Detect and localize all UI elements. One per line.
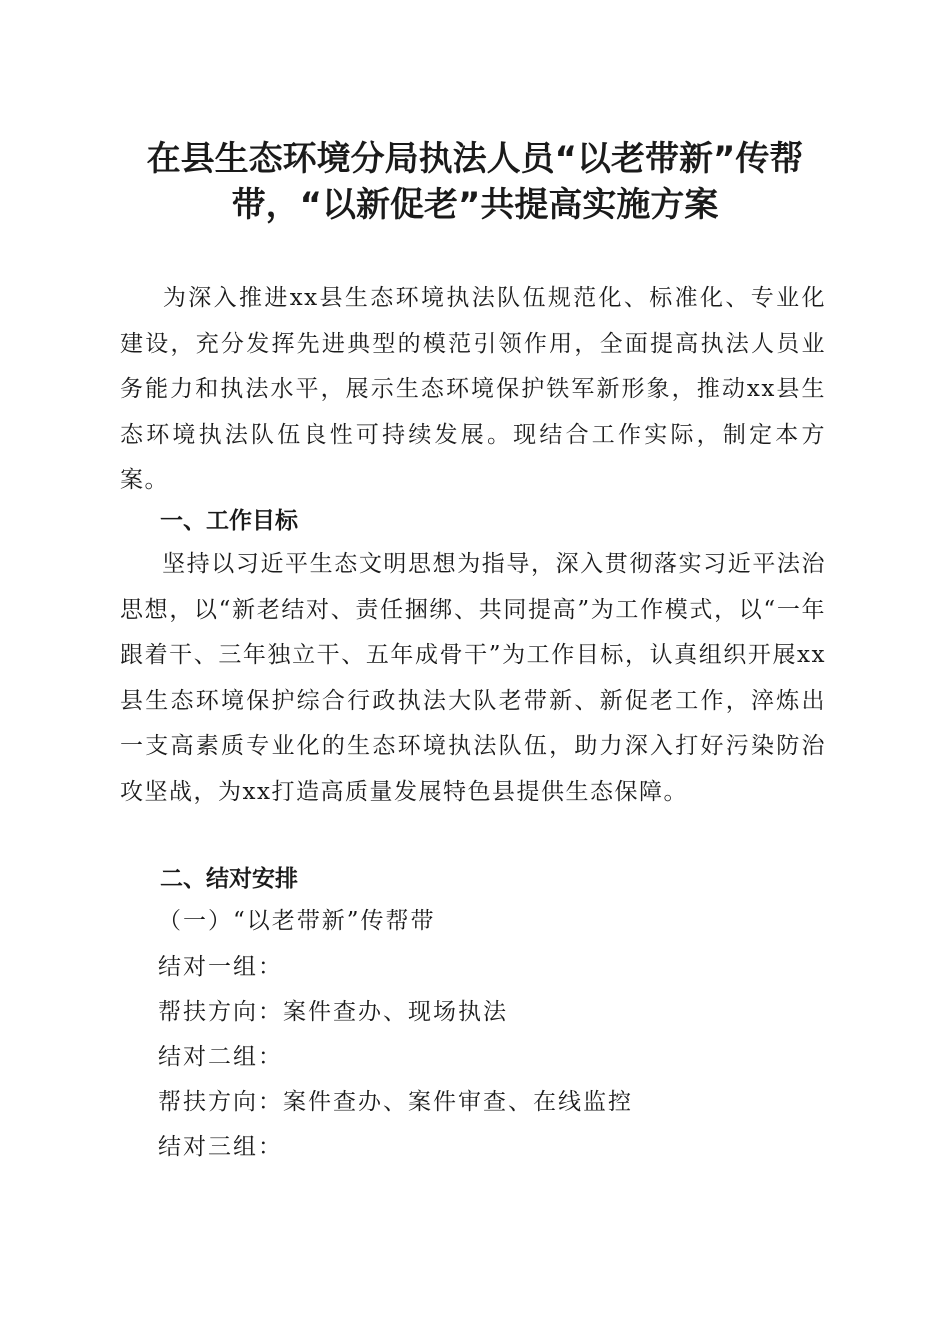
intro-paragraph	[120, 276, 826, 504]
pair-group-2-direction: 帮扶方向：案件查办、案件审查、在线监控	[158, 1089, 633, 1115]
pair-group-1-direction: 帮扶方向：案件查办、现场执法	[158, 999, 508, 1025]
pair-group-2-label: 结对二组：	[158, 1044, 283, 1070]
document-title-line-2: 带，“以新促老”共提高实施方案	[231, 185, 719, 225]
document-title-line-1: 在县生态环境分局执法人员“以老带新”传帮	[146, 139, 804, 179]
goals-text: 坚持以习近平生态文明思想为指导，深入贯彻落实习近平法治思想，以“新老结对、责任捆绑、共同提高”为工作模式，以“一年跟着干、三年独立干、五年成骨干”为工作目标，认真组织开展xx县生态环境保护综合行政执法大队老带新、新促老工作，淬炼出一支高素质专业化的生态环境执法队伍，助力深入打好污染防治攻坚战，为xx打造高质量发展特色县提供生态保障。	[120, 551, 826, 805]
pair-group-3-label: 结对三组：	[158, 1134, 283, 1160]
section-heading-goals: 一、工作目标	[160, 508, 298, 534]
pair-group-1-label: 结对一组：	[158, 954, 283, 980]
section-heading-pairing: 二、结对安排	[160, 866, 298, 892]
intro-text: 为深入推进xx县生态环境执法队伍规范化、标准化、专业化建设，充分发挥先进典型的模范引领作用，全面提高执法人员业务能力和执法水平，展示生态环境保护铁军新形象，推动xx县生态环境执法队伍良性可持续发展。现结合工作实际，制定本方案。	[120, 285, 826, 493]
subsection-heading-mentoring: （一）“以老带新”传帮带	[158, 908, 436, 934]
goals-paragraph	[120, 542, 826, 815]
